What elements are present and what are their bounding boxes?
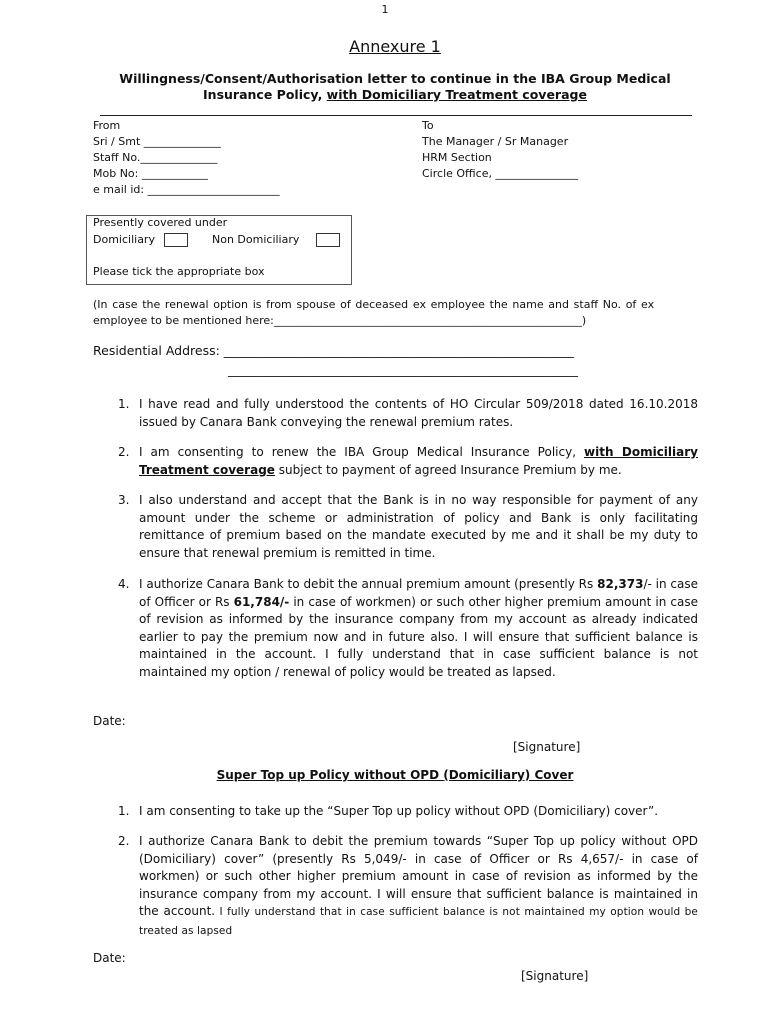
date-label: Date: [93,951,126,965]
from-heading: From [93,119,121,132]
coverage-heading: Presently covered under [93,216,228,229]
domiciliary-label: Domiciliary [93,233,155,246]
clause-number: 1. [118,397,130,411]
officer-amount: 82,373 [597,577,644,591]
clause-4 [139,576,698,681]
clause-4-text-end: in case of workmen) or such other higher premium amount in case of revision as informed by the insurance company from my account as already indicated earlier to pay the premium now and in future also. I will ensure that sufficient balance is maintained in the account. I fully understand that in case sufficient balance is not maintained my option / renewal of policy would be treated as lapsed. [139,594,698,679]
subtitle-text: Willingness/Consent/Authorisation letter to continue in the IBA Group Medical Insurance Policy, [119,71,671,102]
topup-item-number: 1. [118,804,130,818]
workmen-amount: 61,784/- [233,594,290,609]
signature-placeholder: [Signature] [513,740,581,754]
clause-2-text-end: subject to payment of agreed Insurance Premium by me. [274,462,622,477]
to-line-2: HRM Section [422,151,492,164]
page-number: 1 [381,3,389,16]
topup-item-2 [139,833,698,940]
topup-item-2-text: I authorize Canara Bank to debit the premium towards “Super Top up policy without OPD (Domiciliary) cover” (presently Rs 5,049/- in case of Officer or Rs 4,657/- in case of workmen) or such other higher premium amount in case of revision as informed by the insurance company from my account. I will ensure that sufficient balance is maintained in the account. [139,834,698,918]
signature-placeholder: [Signature] [521,969,589,983]
coverage-box [86,215,352,285]
from-mob-no-field: Mob No: ____________ [93,167,208,180]
topup-item-1: I am consenting to take up the “Super Top up policy without OPD (Domiciliary) cover”. [139,804,659,818]
topup-item-number: 2. [118,834,130,848]
super-topup-heading: Super Top up Policy without OPD (Domiciliary) Cover [216,768,574,782]
to-heading: To [422,119,434,132]
subtitle-underlined: with Domiciliary Treatment coverage [326,87,587,102]
to-line-3: Circle Office, _______________ [422,167,578,180]
topup-item-2-small-text: I fully understand that in case sufficient balance is not maintained my option would be treated as lapsed [139,906,698,937]
page-title: Annexure 1 [349,37,441,56]
divider [100,115,692,116]
spouse-note-line-2: employee to be mentioned here:________________________________________________________) [93,314,587,327]
clause-4-text-mid: /- in case of Officer or Rs [139,577,699,609]
to-line-1: The Manager / Sr Manager [422,135,569,148]
clause-number: 2. [118,445,130,459]
clause-4-text: I authorize Canara Bank to debit the annual premium amount (presently Rs [139,577,598,591]
address-label: Residential Address: [93,343,224,358]
domiciliary-checkbox[interactable] [164,233,188,247]
non-domiciliary-checkbox[interactable] [316,233,340,247]
address-row [93,343,574,358]
spouse-note-line-1: (In case the renewal option is from spouse of deceased ex employee the name and staff No. of ex [93,298,655,311]
address-line-1: ________________________________________________________ [223,343,574,358]
from-staff-no-field: Staff No.______________ [93,151,218,164]
coverage-instruction: Please tick the appropriate box [93,265,265,278]
letter-subtitle [95,71,695,103]
clause-1: I have read and fully understood the contents of HO Circular 509/2018 dated 16.10.2018 issued by Canara Bank conveying the renewal premium rates. [139,397,698,429]
clause-number: 3. [118,493,130,507]
clause-3: I also understand and accept that the Bank is in no way responsible for payment of any amount under the scheme or administration of policy and Bank is only facilitating remittance of premium based on the mandate executed by me and it shall be my duty to ensure that renewal premium is remitted in time. [139,493,698,560]
from-email-field: e mail id: ________________________ [93,183,280,196]
clause-2-text: I am consenting to renew the IBA Group Medical Insurance Policy, [139,445,585,459]
from-name-field: Sri / Smt ______________ [93,135,221,148]
clause-number: 4. [118,577,130,591]
address-line-2: ________________________________________________________ [228,362,578,377]
clause-2-emphasis: with Domiciliary Treatment coverage [139,445,698,477]
non-domiciliary-label: Non Domiciliary [212,233,300,246]
clause-2 [139,444,698,479]
date-label: Date: [93,714,126,728]
